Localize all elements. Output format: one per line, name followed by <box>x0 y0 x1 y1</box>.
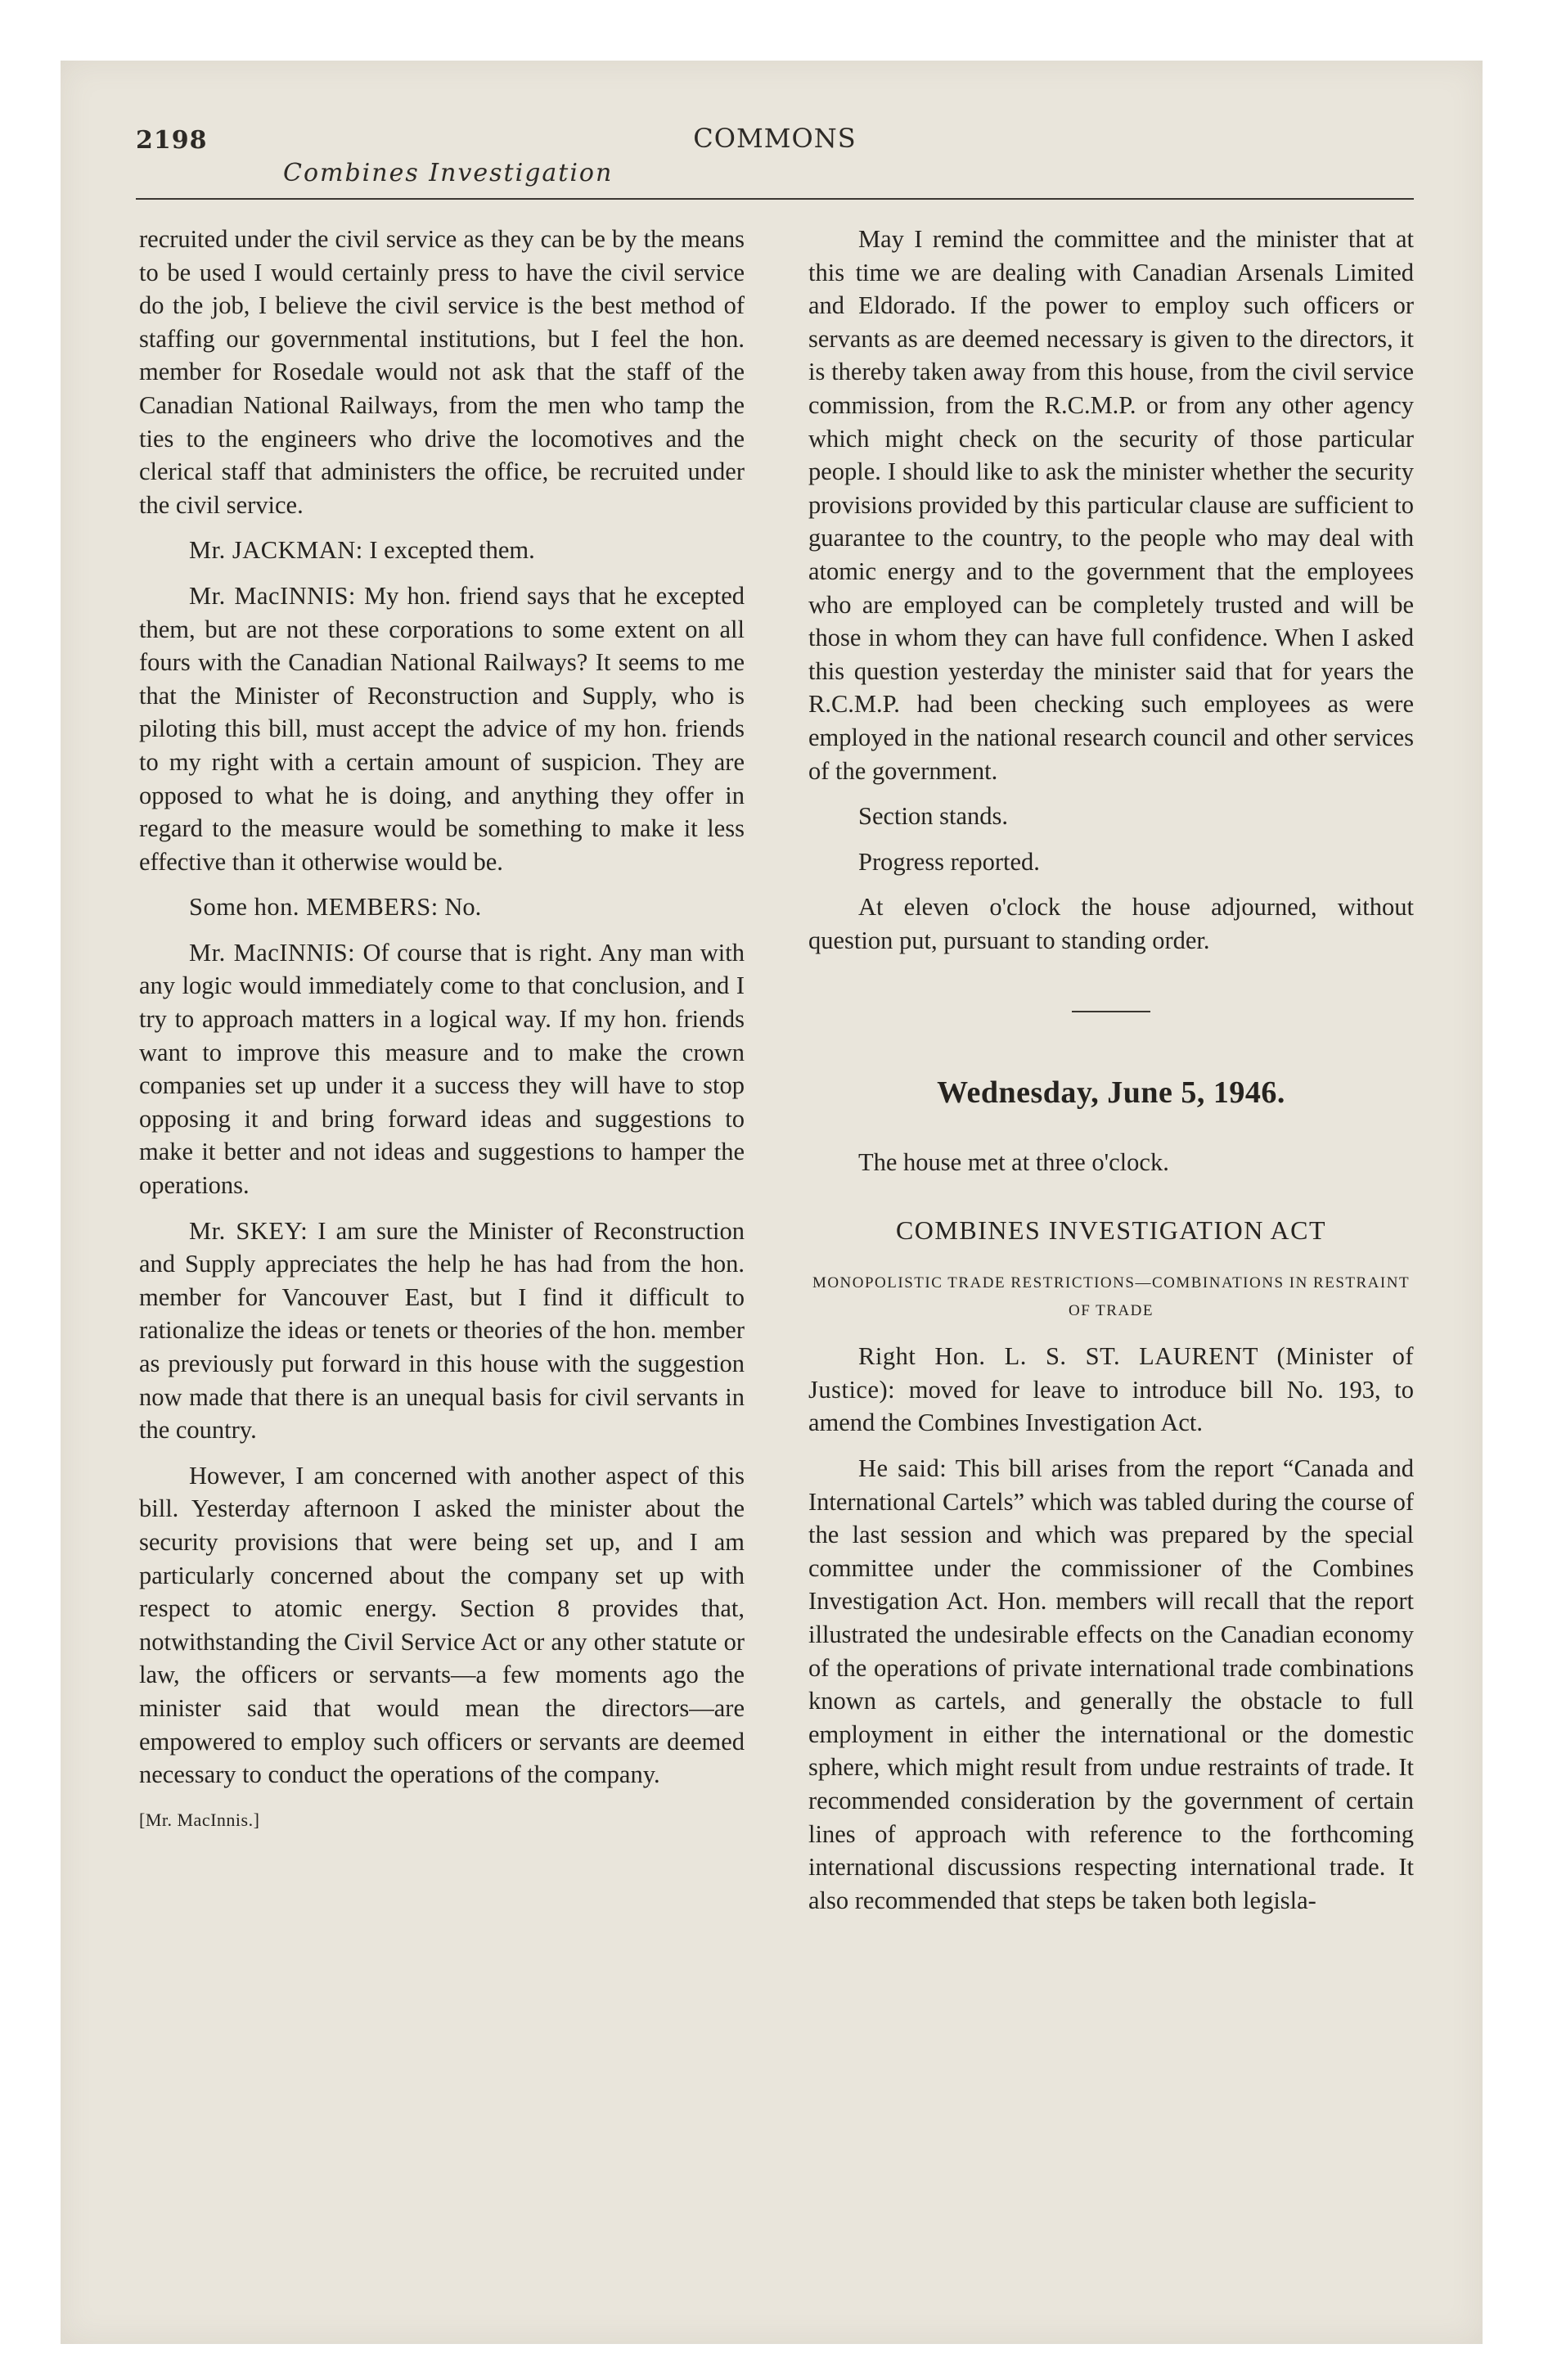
paragraph: Right Hon. L. S. ST. LAURENT (Minister of Justice): moved for leave to introduce bill No. 193, to amend the Combines Investigation Act. <box>808 1342 1414 1437</box>
paragraph: Mr. JACKMAN: I excepted them. <box>189 536 535 565</box>
running-subtitle: Combines Investigation <box>283 159 614 187</box>
sub-heading: MONOPOLISTIC TRADE RESTRICTIONS—COMBINATIONS IN RESTRAINT OF TRADE <box>812 1274 1411 1320</box>
paragraph: Mr. MacINNIS: Of course that is right. Any man with any logic would immediately come to that conclusion, and I try to approach matters in a logical way. If my hon. friends want to improve this measure and to make the crown companies set up under it a success they will have to stop opposing it and bring forward ideas and suggestions to make it better and not ideas and suggestions to hamper the operations. <box>139 938 745 1200</box>
section-divider <box>1072 1011 1150 1012</box>
speaker-name: He said: <box>858 1454 947 1483</box>
speaker-name: Some hon. MEMBERS: <box>189 893 439 922</box>
right-column <box>808 223 1414 1929</box>
paragraph: At eleven o'clock the house adjourned, without question put, pursuant to standing order. <box>808 893 1414 954</box>
paragraph: Section stands. <box>858 802 1008 831</box>
paragraph: The house met at three o'clock. <box>858 1148 1169 1177</box>
speaker-name: Mr. MacINNIS: <box>189 938 356 967</box>
paragraph: Progress reported. <box>858 847 1040 876</box>
paragraph: recruited under the civil service as they can be by the means to be used I would certainly press to have the civil service do the job, I believe the civil service is the best method of staffing our governmental institutions, but I feel the hon. member for Rosedale would not ask that the staff of the Canadian National Railways, from the men who tamp the ties to the engineers who drive the locomotives and the clerical staff that administers the office, be recruited under the civil service. <box>139 225 745 519</box>
speaker-name: Right Hon. L. S. ST. LAURENT (Minister of Justice): <box>808 1342 1414 1404</box>
page-number: 2198 <box>136 126 208 155</box>
speaker-name: Mr. JACKMAN: <box>189 536 363 565</box>
paragraph: Mr. SKEY: I am sure the Minister of Reconstruction and Supply appreciates the help he has had from the hon. member for Vancouver East, but I find it difficult to rationalize the ideas or tenets or theories of the hon. member as previously put forward in this house with the suggestion now made that there is an unequal basis for civil servants in the country. <box>139 1216 745 1445</box>
paragraph: Some hon. MEMBERS: No. <box>189 893 482 922</box>
page-footnote: [Mr. MacInnis.] <box>139 1809 260 1830</box>
running-title: COMMONS <box>693 123 857 154</box>
paragraph: He said: This bill arises from the report “Canada and International Cartels” which was tabled during the course of the last session and which was prepared by the special committee under the commissioner of the Combines Investigation Act. Hon. members will recall that the report illustrated the undesirable effects on the Canadian economy of the operations of private international trade combinations known as cartels, and generally the obstacle to full employment in either the international or the domestic sphere, which might result from undue restraints of trade. It recommended consideration by the government of certain lines of approach with reference to the forthcoming international discussions respecting international trade. It also recommended that steps be taken both legisla- <box>808 1454 1415 1914</box>
speaker-name: Mr. SKEY: <box>189 1216 308 1245</box>
paragraph: However, I am concerned with another aspect of this bill. Yesterday afternoon I asked the minister about the security provisions that were being set up, and I am particularly concerned about the company set up with respect to atomic energy. Section 8 provides that, notwithstanding the Civil Service Act or any other statute or law, the officers or servants—a few moments ago the minister said that would mean the directors—are empowered to employ such officers or servants are deemed necessary to conduct the operations of the company. <box>139 1461 745 1789</box>
page-header <box>136 123 1414 205</box>
act-heading: COMBINES INVESTIGATION ACT <box>895 1215 1327 1245</box>
left-column <box>139 223 745 1837</box>
paragraph: Mr. MacINNIS: My hon. friend says that he excepted them, but are not these corporations to some extent on all fours with the Canadian National Railways? It seems to me that the Minister of Reconstruction and Supply, who is piloting this bill, must accept the advice of my hon. friends to my right with a certain amount of suspicion. They are opposed to what he is doing, and anything they offer in regard to the measure would be something to make it less effective than it otherwise would be. <box>139 581 745 876</box>
header-rule <box>136 198 1414 200</box>
speaker-name: Mr. MacINNIS: <box>189 581 356 610</box>
date-heading: Wednesday, June 5, 1946. <box>937 1075 1285 1111</box>
paragraph: May I remind the committee and the minister that at this time we are dealing with Canadian Arsenals Limited and Eldorado. If the power to employ such officers or servants as are deemed necessary is given to the directors, it is thereby taken away from this house, from the civil service commission, from the R.C.M.P. or from any other agency which might check on the security of those particular people. I should like to ask the minister whether the security provisions provided by this particular clause are sufficient to guarantee to the country, to the people who may deal with atomic energy and to the government that the employees who are employed can be completely trusted and will be those in whom they can have full confidence. When I asked this question yesterday the minister said that for years the R.C.M.P. had been checking such employees as were employed in the national research council and other services of the government. <box>808 225 1414 785</box>
